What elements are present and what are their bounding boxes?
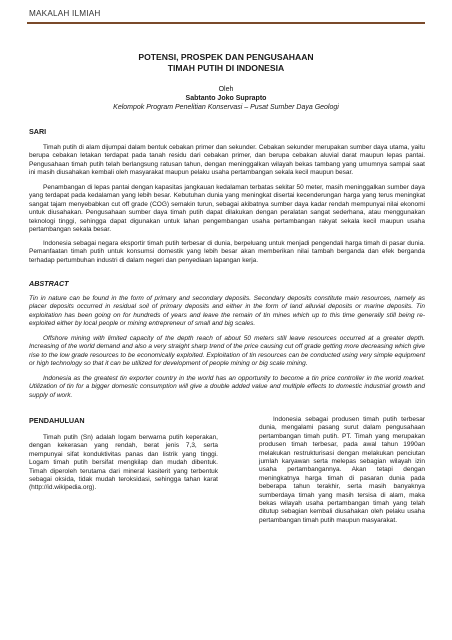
paper-title <box>0 52 452 74</box>
pendahuluan-left-paragraph-1: Timah putih (Sn) adalah logam berwarna putih keperakan, dengan kekerasan yang rendah, berat jenis 7,3, serta mempunyai sifat konduktivitas panas dan listrik yang tinggi. Logam timah putih bersifat mengkilap dan mudah dibentuk. Timah diperoleh terutama dari mineral kasiterit yang terbentuk sebagai oksida, tidak mudah teroksidasi, sehingga tahan karat (http://id.wikipedia.org). <box>29 434 218 492</box>
journal-section-label: MAKALAH ILMIAH <box>29 9 101 18</box>
sari-heading: SARI <box>29 127 47 136</box>
abstract-heading: ABSTRACT <box>29 279 69 288</box>
title-line-2: TIMAH PUTIH DI INDONESIA <box>167 63 285 73</box>
sari-paragraph-2: Penambangan di lepas pantai dengan kapasitas jangkauan kedalaman terbatas sekitar 50 meter, masih meninggalkan sumber daya yang terdapat pada kedalaman yang lebih besar. Kebutuhan dunia yang meningkat disertai kecenderungan harga yang terus meningkat sangat tajam menyebabkan cut off grade (COG) semakin turun, sebagai akibatnya sumber daya kadar rendah mempunyai nilai ekonomi untuk diusahakan. Pengusahaan sumber daya timah putih dapat dilakukan dengan peralatan sangat sederhana, atau menggunakan teknologi tinggi, sehingga dapat digunakan untuk lahan pengembangan usaha pertambangan rakyat sekala kecil maupun usaha pertambangan sekala besar. <box>29 184 425 234</box>
abstract-paragraph-2: Offshore mining with limited capacity of the depth reach of about 50 meters still leave resources occurred at a greater depth. Increasing of the world demand and also a very straight sharp trend of the price causing cut off grade getting more decreasing which give rise to the low grade resources to be economically exploited. Exploitation of tin resources can be conducted using very simple equipment or high technology so that it can be utilized for development of people mining or big scale mining. <box>29 335 425 368</box>
left-column <box>29 434 218 499</box>
author-name: Sabtanto Joko Suprapto <box>185 95 267 102</box>
sari-paragraph-3: Indonesia sebagai negara eksportir timah putih terbesar di dunia, berpeluang untuk menjadi pengendali harga timah di pasar dunia. Pemanfaatan timah putih untuk konsumsi domestik yang lebih besar akan memberikan nilai tambah berganda dan efek berganda terhadap pertumbuhan industri di dalam negeri dan penyediaan lapangan kerja. <box>29 240 425 264</box>
author-affiliation: Kelompok Program Penelitian Konservasi – Pusat Sumber Daya Geologi <box>113 104 339 111</box>
sari-paragraph-1: Timah putih di alam dijumpai dalam bentuk cebakan primer dan sekunder. Cebakan sekunder merupakan sumber daya utama, yaitu berupa cebakan letakan terdapat pada tanah residu dari cebakan primer, dan berupa cebakan aluvial darat maupun lepas pantai. Pengusahaan timah putih telah berlangsung ratusan tahun, dengan meninggalkan wilayah bekas tambang yang umumnya sampai saat ini masih diusahakan kembali oleh masyarakat maupun pelaku usaha pertambangan sekala kecil maupun besar. <box>29 144 425 177</box>
header-divider <box>27 22 425 24</box>
title-line-1: POTENSI, PROSPEK DAN PENGUSAHAAN <box>138 52 314 62</box>
right-column <box>259 416 425 531</box>
abstract-paragraph-1: Tin in nature can be found in the form of primary and secondary deposits. Secondary deposits constitute main resources, namely as placer deposits occurred in residual soil of primary deposits and either in the form of land alluvial deposits or marine deposits. Tin exploitation has been going on for hundreds of years and leave the remain of tin mines which up to this time generally still being re-exploited either by local people or mining entrepreneur of small and big scales. <box>29 295 425 328</box>
pendahuluan-right-paragraph-1: Indonesia sebagai produsen timah putih terbesar dunia, mengalami pasang surut dalam pengusahaan pertambangan timah putih. PT. Timah yang merupakan produsen timah terbesar, pada awal tahun 1990an melakukan restrukturisasi dengan melakukan penciutan jumlah karyawan serta melepas sebagian wilayah izin usaha pertambangannya. Akan tetapi dengan meningkatnya harga timah di pasaran dunia pada beberapa tahun terakhir, serta masih banyaknya sumberdaya timah yang masih tersisa di alam, maka bekas wilayah usaha pertambangan timah yang telah ditutup sebagian kembali diusahakan oleh pelaku usaha pertambangan timah putih maupun masyarakat. <box>259 416 425 524</box>
abstract-paragraph-3: Indonesia as the greatest tin exporter country in the world has an opportunity to become a tin price controller in the world market. Utilization of tin for a bigger domestic consumption will give a double added value and multiple effects to domestic industrial growth and supply of work. <box>29 375 425 399</box>
pendahuluan-heading: PENDAHULUAN <box>29 416 85 425</box>
byline-oleh: Oleh <box>218 86 234 93</box>
